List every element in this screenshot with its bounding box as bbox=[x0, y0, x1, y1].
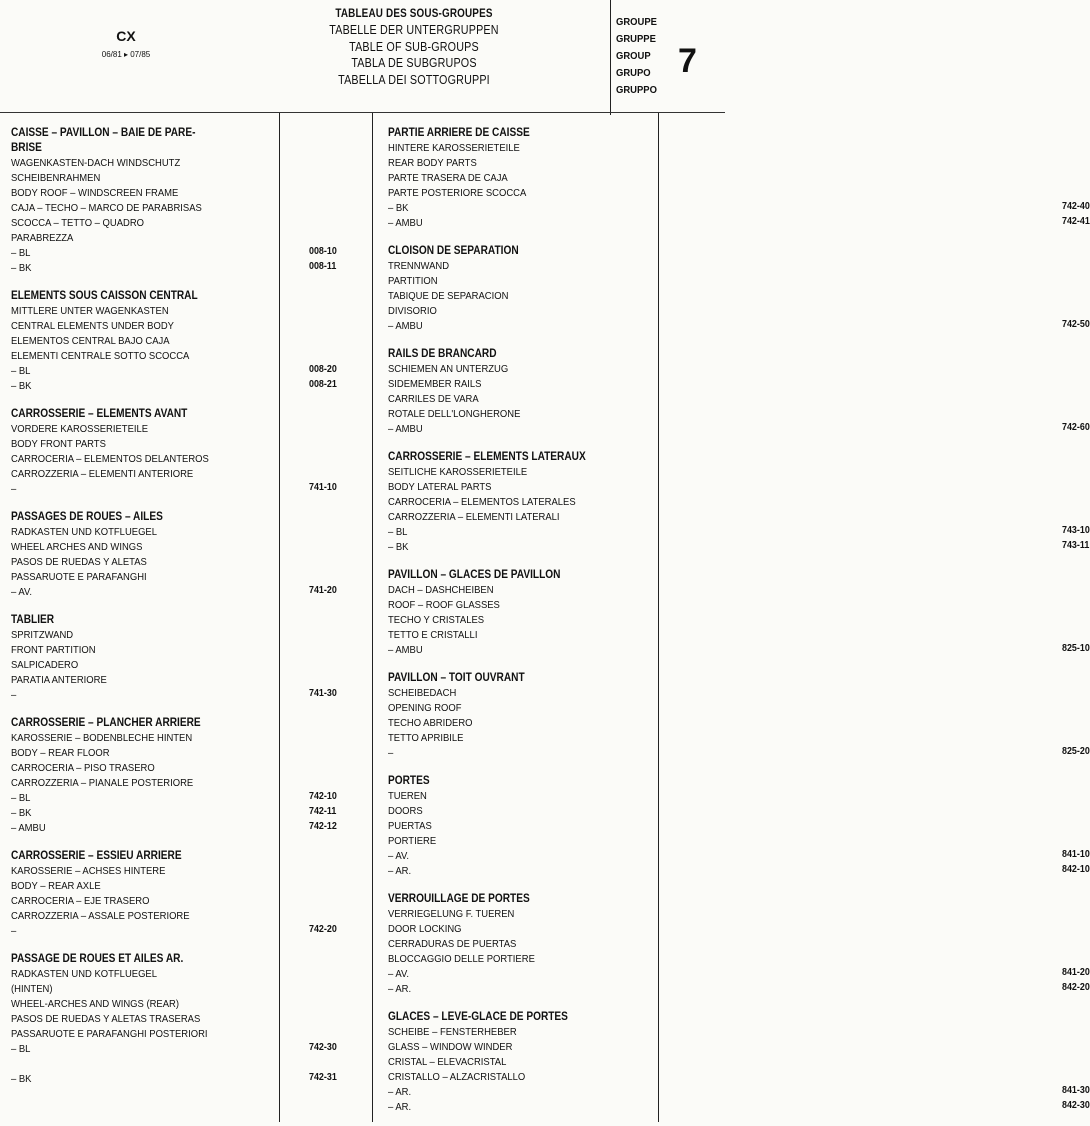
subgroup-line bbox=[388, 302, 718, 317]
subgroup-line bbox=[11, 804, 341, 819]
subgroup-line-text: CRISTALLO – ALZACRISTALLO bbox=[388, 1071, 526, 1083]
subgroup-line bbox=[388, 1068, 718, 1083]
subgroup-title bbox=[388, 772, 718, 787]
subgroup-line bbox=[11, 626, 341, 641]
subgroup-code: 742-20 bbox=[309, 923, 337, 935]
subgroup-title-text: PARTIE ARRIERE DE CAISSE bbox=[388, 127, 530, 139]
subgroup-line-text: SALPICADERO bbox=[11, 659, 79, 671]
subgroup-title-text: CAISSE – PAVILLON – BAIE DE PARE- bbox=[11, 127, 196, 139]
subgroup-line-text: – BL bbox=[11, 365, 31, 377]
subgroup-line bbox=[388, 581, 718, 596]
subgroup-line bbox=[11, 1010, 341, 1025]
subgroup-line-text: CENTRAL ELEMENTS UNDER BODY bbox=[11, 320, 174, 332]
subgroup-line bbox=[11, 229, 341, 244]
subgroup-line bbox=[11, 302, 341, 317]
subgroup-line-text: – AMBU bbox=[388, 423, 423, 435]
subgroup-line-text: – AR. bbox=[388, 983, 412, 995]
subgroup-line bbox=[11, 184, 341, 199]
subgroup-line-text: PARATIA ANTERIORE bbox=[11, 674, 107, 686]
subgroup-line bbox=[388, 920, 718, 935]
subgroup-code: 742-41 bbox=[1062, 215, 1090, 227]
subgroup-title bbox=[388, 124, 718, 139]
subgroup-line bbox=[11, 332, 341, 347]
title-fr: TABLEAU DES SOUS-GROUPES bbox=[335, 8, 493, 20]
subgroup-line-text: – BK bbox=[11, 807, 32, 819]
subgroup-line-text: ELEMENTOS CENTRAL BAJO CAJA bbox=[11, 335, 170, 347]
subgroup-line bbox=[11, 465, 341, 480]
subgroup-title-text: CARROSSERIE – PLANCHER ARRIERE bbox=[11, 717, 201, 729]
subgroup-code: 008-20 bbox=[309, 363, 337, 375]
subgroup-title-text: TABLIER bbox=[11, 614, 55, 626]
subgroup-line bbox=[388, 287, 718, 302]
subgroup-line-text: – BL bbox=[11, 247, 31, 259]
subgroup-line bbox=[388, 905, 718, 920]
subgroup-line-text: TUEREN bbox=[388, 790, 427, 802]
subgroup-line-text: – bbox=[11, 483, 17, 495]
subgroup-line-text: – AR. bbox=[388, 865, 412, 877]
subgroup-line bbox=[11, 1025, 341, 1040]
subgroup-line bbox=[11, 214, 341, 229]
subgroup-line-text: BODY LATERAL PARTS bbox=[388, 481, 492, 493]
subgroup-line-text: OPENING ROOF bbox=[388, 702, 462, 714]
subgroup-line-text: FRONT PARTITION bbox=[11, 644, 96, 656]
subgroup-line bbox=[388, 729, 718, 744]
subgroup-line-text: – BK bbox=[388, 541, 409, 553]
subgroup-line bbox=[388, 862, 1090, 877]
subgroup-line bbox=[388, 257, 718, 272]
subgroup-line bbox=[388, 478, 718, 493]
subgroup-line bbox=[388, 611, 718, 626]
subgroup-line-text: SCHEIBEDACH bbox=[388, 687, 457, 699]
subgroup-line bbox=[11, 759, 341, 774]
subgroup-line-text: – AMBU bbox=[388, 217, 423, 229]
subgroup-title bbox=[388, 242, 718, 257]
subgroup-entry bbox=[11, 508, 341, 598]
subgroup-line bbox=[11, 819, 341, 834]
page-header bbox=[0, 0, 725, 112]
subgroup-line-text: MITTLERE UNTER WAGENKASTEN bbox=[11, 305, 169, 317]
subgroup-line bbox=[11, 965, 341, 980]
subgroup-line-text: GLASS – WINDOW WINDER bbox=[388, 1041, 513, 1053]
subgroup-line bbox=[11, 980, 341, 995]
group-number: 7 bbox=[678, 42, 697, 80]
subgroup-title bbox=[11, 714, 341, 729]
subgroup-code: 741-30 bbox=[309, 687, 337, 699]
subgroup-code: 742-40 bbox=[1062, 200, 1090, 212]
subgroup-line-text: – BL bbox=[388, 526, 408, 538]
subgroup-title-text: PAVILLON – GLACES DE PAVILLON bbox=[388, 569, 561, 581]
subgroup-title-text: RAILS DE BRANCARD bbox=[388, 348, 497, 360]
subgroup-line-text: TETTO E CRISTALLI bbox=[388, 629, 478, 641]
subgroup-line-text: TECHO ABRIDERO bbox=[388, 717, 473, 729]
subgroup-title bbox=[388, 448, 718, 463]
subgroup-entry bbox=[388, 566, 1090, 656]
subgroup-entry bbox=[388, 890, 1090, 995]
subgroup-line bbox=[11, 347, 341, 362]
subgroup-line bbox=[388, 493, 718, 508]
center-column-divider bbox=[372, 113, 373, 1122]
subgroup-title bbox=[11, 950, 341, 965]
subgroup-line-text: SIDEMEMBER RAILS bbox=[388, 378, 482, 390]
subgroup-line bbox=[388, 744, 1090, 759]
subgroup-line bbox=[11, 729, 341, 744]
subgroup-line-text: – AR. bbox=[388, 1101, 412, 1113]
subgroup-code: 842-30 bbox=[1062, 1099, 1090, 1111]
subgroup-line bbox=[388, 199, 1090, 214]
subgroup-code: 742-60 bbox=[1062, 421, 1090, 433]
subgroup-entry bbox=[388, 448, 1090, 553]
subgroup-line-text: PARTE TRASERA DE CAJA bbox=[388, 172, 508, 184]
subgroup-line bbox=[11, 259, 341, 274]
group-label-de: GRUPPE bbox=[616, 33, 656, 45]
subgroup-line bbox=[11, 995, 341, 1010]
subgroup-line-text: PUERTAS bbox=[388, 820, 432, 832]
group-labels bbox=[616, 14, 657, 99]
left-column bbox=[11, 124, 341, 1098]
subgroup-entry bbox=[11, 950, 341, 1085]
subgroup-line bbox=[388, 317, 1090, 332]
subgroup-line-text: ROTALE DELL'LONGHERONE bbox=[388, 408, 521, 420]
subgroup-line bbox=[11, 656, 341, 671]
subgroup-line bbox=[388, 817, 718, 832]
subgroup-line-text: (HINTEN) bbox=[11, 983, 53, 995]
subgroup-line bbox=[11, 420, 341, 435]
subgroup-title-text: CARROSSERIE – ELEMENTS LATERAUX bbox=[388, 451, 586, 463]
subgroup-line-text: RADKASTEN UND KOTFLUEGEL bbox=[11, 968, 157, 980]
subgroup-line-text: CARROCERIA – ELEMENTOS LATERALES bbox=[388, 496, 576, 508]
subgroup-line-text: BLOCCAGGIO DELLE PORTIERE bbox=[388, 953, 535, 965]
subgroup-entry bbox=[11, 405, 341, 495]
subgroup-title-text: CARROSSERIE – ELEMENTS AVANT bbox=[11, 408, 188, 420]
subgroup-line-text: CARROZZERIA – PIANALE POSTERIORE bbox=[11, 777, 194, 789]
subgroup-line bbox=[11, 744, 341, 759]
subgroup-line bbox=[11, 377, 341, 392]
subgroup-line bbox=[11, 686, 341, 701]
subgroup-title bbox=[11, 139, 341, 154]
subgroup-title-text: PASSAGE DE ROUES ET AILES AR. bbox=[11, 953, 184, 965]
subgroup-line bbox=[388, 169, 718, 184]
subgroup-line-text: CRISTAL – ELEVACRISTAL bbox=[388, 1056, 507, 1068]
subgroup-line-text: – BL bbox=[11, 1043, 31, 1055]
subgroup-code: 742-31 bbox=[309, 1071, 337, 1083]
group-label-fr: GROUPE bbox=[616, 16, 657, 28]
subgroup-line-text: REAR BODY PARTS bbox=[388, 157, 477, 169]
subgroup-line-text: BODY FRONT PARTS bbox=[11, 438, 106, 450]
subgroup-code: 008-21 bbox=[309, 378, 337, 390]
subgroup-line-text: TECHO Y CRISTALES bbox=[388, 614, 485, 626]
subgroup-code: 742-12 bbox=[309, 820, 337, 832]
subgroup-line bbox=[11, 480, 341, 495]
subgroup-line bbox=[388, 154, 718, 169]
subgroup-line bbox=[388, 641, 1090, 656]
subgroup-line bbox=[388, 420, 1090, 435]
subgroup-line-text: – BK bbox=[11, 1073, 32, 1085]
subgroup-line-text: WHEEL ARCHES AND WINGS bbox=[11, 541, 143, 553]
subgroup-line bbox=[11, 568, 341, 583]
subgroup-line bbox=[388, 787, 718, 802]
group-label-en: GROUP bbox=[616, 50, 651, 62]
subgroup-line bbox=[11, 199, 341, 214]
subgroup-line bbox=[388, 139, 718, 154]
subgroup-code: 825-10 bbox=[1062, 642, 1090, 654]
subgroup-title-text: BRISE bbox=[11, 142, 42, 154]
subgroup-line bbox=[388, 538, 1090, 553]
subgroup-code: 743-11 bbox=[1062, 539, 1090, 551]
subgroup-line-text: KAROSSERIE – ACHSES HINTERE bbox=[11, 865, 166, 877]
subgroup-line-text: – AV. bbox=[388, 968, 410, 980]
subgroup-line-text: ELEMENTI CENTRALE SOTTO SCOCCA bbox=[11, 350, 190, 362]
subgroup-line bbox=[388, 832, 718, 847]
subgroup-line bbox=[388, 390, 718, 405]
subgroup-code: 741-10 bbox=[309, 481, 337, 493]
subgroup-line bbox=[388, 405, 718, 420]
subgroup-line bbox=[388, 714, 718, 729]
subgroup-line-text: SCOCCA – TETTO – QUADRO bbox=[11, 217, 145, 229]
subgroup-line bbox=[388, 184, 718, 199]
subgroup-line-text: SCHEIBE – FENSTERHEBER bbox=[388, 1026, 517, 1038]
subgroup-line-text: CARROCERIA – PISO TRASERO bbox=[11, 762, 155, 774]
subgroup-title-text: VERROUILLAGE DE PORTES bbox=[388, 893, 530, 905]
subgroup-line-text: CARROCERIA – EJE TRASERO bbox=[11, 895, 150, 907]
subgroup-line bbox=[388, 272, 718, 287]
model-period: 06/81 ▸ 07/85 bbox=[101, 50, 151, 59]
subgroup-line-text: ROOF – ROOF GLASSES bbox=[388, 599, 500, 611]
subgroup-line bbox=[11, 877, 341, 892]
subgroup-line bbox=[388, 1038, 718, 1053]
subgroup-line bbox=[11, 922, 341, 937]
subgroup-line bbox=[388, 1053, 718, 1068]
subgroup-line-text: KAROSSERIE – BODENBLECHE HINTEN bbox=[11, 732, 193, 744]
subgroup-code: 742-50 bbox=[1062, 318, 1090, 330]
subgroup-line-text: CERRADURAS DE PUERTAS bbox=[388, 938, 517, 950]
subgroup-code: 842-10 bbox=[1062, 863, 1090, 875]
subgroup-line bbox=[11, 1070, 341, 1085]
subgroup-line bbox=[11, 907, 341, 922]
subgroup-code: 008-11 bbox=[309, 260, 337, 272]
subgroup-line bbox=[388, 523, 1090, 538]
subgroup-line-text: – AMBU bbox=[11, 822, 46, 834]
subgroup-line bbox=[388, 847, 1090, 862]
group-label-es: GRUPO bbox=[616, 67, 651, 79]
subgroup-line-text: SPRITZWAND bbox=[11, 629, 74, 641]
subgroup-line bbox=[11, 671, 341, 686]
subgroup-line bbox=[388, 375, 718, 390]
subgroup-line-text: DOOR LOCKING bbox=[388, 923, 462, 935]
subgroup-title bbox=[11, 508, 341, 523]
subgroup-line bbox=[388, 508, 718, 523]
subgroup-line bbox=[11, 892, 341, 907]
subgroup-line bbox=[11, 244, 341, 259]
subgroup-entry bbox=[11, 714, 341, 834]
subgroup-line bbox=[11, 317, 341, 332]
subgroup-line-text: WAGENKASTEN-DACH WINDSCHUTZ bbox=[11, 157, 181, 169]
subgroup-line-text: – AR. bbox=[388, 1086, 412, 1098]
subgroup-line bbox=[11, 450, 341, 465]
subgroup-line-text: CAJA – TECHO – MARCO DE PARABRISAS bbox=[11, 202, 202, 214]
subgroup-line bbox=[11, 362, 341, 377]
subgroup-title bbox=[11, 124, 341, 139]
subgroup-line-text: PASSARUOTE E PARAFANGHI bbox=[11, 571, 147, 583]
subgroup-line bbox=[11, 862, 341, 877]
subgroup-entry bbox=[11, 611, 341, 701]
subgroup-line bbox=[11, 435, 341, 450]
subgroup-title bbox=[11, 611, 341, 626]
subgroup-line-text: – AMBU bbox=[388, 644, 423, 656]
subgroup-code: 008-10 bbox=[309, 245, 337, 257]
subgroup-line bbox=[11, 789, 341, 804]
subgroup-line-text: PORTIERE bbox=[388, 835, 437, 847]
subgroup-entry bbox=[388, 1008, 1090, 1113]
title-it: TABELLA DEI SOTTOGRUPPI bbox=[338, 72, 490, 87]
subgroup-line bbox=[388, 463, 718, 478]
subgroup-code: 742-10 bbox=[309, 790, 337, 802]
subgroup-code: 825-20 bbox=[1062, 745, 1090, 757]
subgroup-line-text: – BK bbox=[11, 380, 32, 392]
subgroup-code: 742-30 bbox=[309, 1041, 337, 1053]
subgroup-line-text: – BL bbox=[11, 792, 31, 804]
subgroup-code: 741-20 bbox=[309, 584, 337, 596]
subgroup-line bbox=[388, 699, 718, 714]
subgroup-line bbox=[388, 214, 1090, 229]
subgroup-title-text: PASSAGES DE ROUES – AILES bbox=[11, 511, 163, 523]
subgroup-title bbox=[388, 1008, 718, 1023]
subgroup-line-text: SCHIEMEN AN UNTERZUG bbox=[388, 363, 509, 375]
subgroup-code: 841-10 bbox=[1062, 848, 1090, 860]
subgroup-line bbox=[11, 641, 341, 656]
subgroup-entry bbox=[388, 772, 1090, 877]
model-name: CX bbox=[116, 28, 136, 44]
subgroup-entry bbox=[388, 242, 1090, 332]
subgroup-entry bbox=[388, 345, 1090, 435]
subgroup-line bbox=[388, 980, 1090, 995]
subgroup-code: 743-10 bbox=[1062, 524, 1090, 536]
subgroup-line-text: VORDERE KAROSSERIETEILE bbox=[11, 423, 149, 435]
subgroup-line bbox=[11, 774, 341, 789]
subgroup-code: 842-20 bbox=[1062, 981, 1090, 993]
right-column bbox=[388, 124, 1090, 1126]
subgroup-line-text: – AV. bbox=[11, 586, 33, 598]
subgroup-title bbox=[11, 287, 341, 302]
subgroup-line-text: TETTO APRIBILE bbox=[388, 732, 464, 744]
subgroup-line-text: – bbox=[11, 689, 17, 701]
subgroup-line bbox=[11, 538, 341, 553]
subgroup-line-text: VERRIEGELUNG F. TUEREN bbox=[388, 908, 515, 920]
subgroup-line bbox=[388, 1098, 1090, 1113]
subgroup-line-text: PARABREZZA bbox=[11, 232, 74, 244]
subgroup-line-text: PARTE POSTERIORE SCOCCA bbox=[388, 187, 527, 199]
table-titles bbox=[316, 6, 512, 88]
subgroup-line bbox=[388, 802, 718, 817]
subgroup-line-text: – AMBU bbox=[388, 320, 423, 332]
subgroup-line-text: CARRILES DE VARA bbox=[388, 393, 479, 405]
subgroup-title bbox=[388, 890, 718, 905]
subgroup-title-text: CLOISON DE SEPARATION bbox=[388, 245, 519, 257]
subgroup-line-text: – AV. bbox=[388, 850, 410, 862]
subgroup-line bbox=[11, 1040, 341, 1055]
subgroup-entry bbox=[11, 847, 341, 937]
subgroup-line-text: BODY ROOF – WINDSCREEN FRAME bbox=[11, 187, 179, 199]
title-es: TABLA DE SUBGRUPOS bbox=[351, 56, 477, 71]
subgroup-line-text: – bbox=[11, 925, 17, 937]
subgroup-line bbox=[11, 583, 341, 598]
subgroup-line-text: – bbox=[388, 747, 394, 759]
subgroup-line bbox=[11, 169, 341, 184]
subgroup-line bbox=[388, 950, 718, 965]
subgroup-line-text: SCHEIBENRAHMEN bbox=[11, 172, 101, 184]
header-divider bbox=[0, 112, 725, 113]
subgroup-line-text: DACH – DASHCHEIBEN bbox=[388, 584, 494, 596]
subgroup-line-text: PASOS DE RUEDAS Y ALETAS bbox=[11, 556, 147, 568]
subgroup-title bbox=[388, 566, 718, 581]
subgroup-line bbox=[388, 1023, 718, 1038]
subgroup-line-text: SEITLICHE KAROSSERIETEILE bbox=[388, 466, 528, 478]
subgroup-line-text: – BK bbox=[388, 202, 409, 214]
subgroup-line-text: – BK bbox=[11, 262, 32, 274]
subgroup-code: 742-11 bbox=[309, 805, 337, 817]
subgroup-line-text: RADKASTEN UND KOTFLUEGEL bbox=[11, 526, 157, 538]
subgroup-title bbox=[388, 669, 718, 684]
subgroup-title-text: PORTES bbox=[388, 775, 430, 787]
subgroup-line bbox=[388, 965, 1090, 980]
subgroup-line-text: CARROZZERIA – ELEMENTI ANTERIORE bbox=[11, 468, 194, 480]
subgroup-entry bbox=[11, 287, 341, 392]
subgroup-line-text: PASOS DE RUEDAS Y ALETAS TRASERAS bbox=[11, 1013, 201, 1025]
subgroup-line-text: CARROZZERIA – ASSALE POSTERIORE bbox=[11, 910, 190, 922]
subgroup-code: 841-20 bbox=[1062, 966, 1090, 978]
subgroup-line bbox=[388, 360, 718, 375]
subgroup-entry bbox=[388, 669, 1090, 759]
subgroup-line bbox=[11, 553, 341, 568]
subgroup-line bbox=[11, 154, 341, 169]
subgroup-line bbox=[11, 1055, 341, 1070]
subgroup-entry bbox=[388, 124, 1090, 229]
subgroup-code: 841-30 bbox=[1062, 1084, 1090, 1096]
title-en: TABLE OF SUB-GROUPS bbox=[349, 39, 479, 54]
subgroup-title-text: ELEMENTS SOUS CAISSON CENTRAL bbox=[11, 290, 198, 302]
subgroup-line bbox=[388, 684, 718, 699]
subgroup-line-text: WHEEL-ARCHES AND WINGS (REAR) bbox=[11, 998, 180, 1010]
subgroup-line-text: CARROCERIA – ELEMENTOS DELANTEROS bbox=[11, 453, 209, 465]
subgroup-line-text: TRENNWAND bbox=[388, 260, 450, 272]
subgroup-line bbox=[388, 626, 718, 641]
subgroup-line bbox=[388, 596, 718, 611]
subgroup-line-text: BODY – REAR FLOOR bbox=[11, 747, 110, 759]
subgroup-line bbox=[388, 935, 718, 950]
subgroup-line-text: CARROZZERIA – ELEMENTI LATERALI bbox=[388, 511, 560, 523]
subgroup-line bbox=[11, 523, 341, 538]
subgroup-line-text: BODY – REAR AXLE bbox=[11, 880, 101, 892]
subgroup-line-text: PASSARUOTE E PARAFANGHI POSTERIORI bbox=[11, 1028, 208, 1040]
subgroup-title bbox=[388, 345, 718, 360]
subgroup-title-text: CARROSSERIE – ESSIEU ARRIERE bbox=[11, 850, 182, 862]
subgroup-title bbox=[11, 847, 341, 862]
subgroup-title-text: GLACES – LEVE-GLACE DE PORTES bbox=[388, 1011, 568, 1023]
subgroup-line bbox=[388, 1083, 1090, 1098]
subgroup-line-text: PARTITION bbox=[388, 275, 438, 287]
subgroup-title bbox=[11, 405, 341, 420]
subgroup-entry bbox=[11, 124, 341, 274]
subgroup-title-text: PAVILLON – TOIT OUVRANT bbox=[388, 672, 525, 684]
title-de: TABELLE DER UNTERGRUPPEN bbox=[329, 23, 499, 38]
subgroup-line-text: HINTERE KAROSSERIETEILE bbox=[388, 142, 520, 154]
subgroup-line-text: DOORS bbox=[388, 805, 423, 817]
subgroup-line-text: DIVISORIO bbox=[388, 305, 437, 317]
group-label-it: GRUPPO bbox=[616, 84, 657, 96]
subgroup-line-text: TABIQUE DE SEPARACION bbox=[388, 290, 509, 302]
